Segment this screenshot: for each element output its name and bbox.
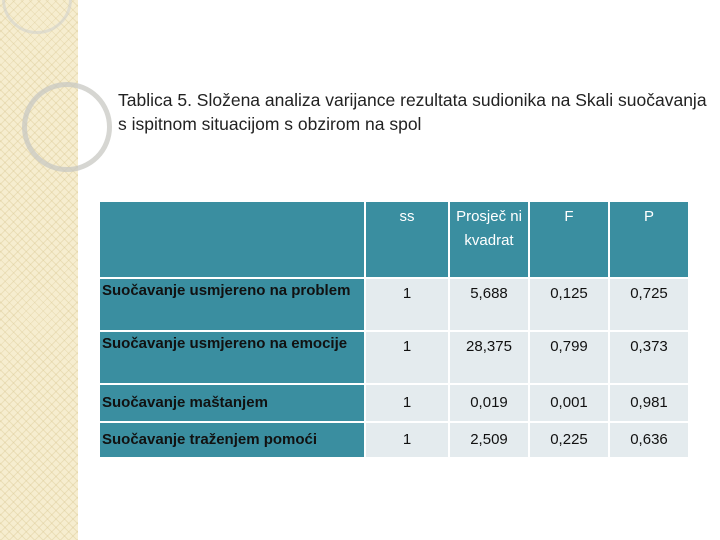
decorative-ring-icon — [22, 82, 112, 172]
table-row — [100, 423, 688, 459]
table-caption: Tablica 5. Složena analiza varijance rezultata sudionika na Skali suočavanja s ispitnom situacijom s obzirom na spol — [118, 90, 707, 134]
header-f: F — [530, 202, 610, 279]
row-label: Suočavanje traženjem pomoći — [100, 423, 366, 459]
cell-mean-square: 0,019 — [450, 385, 530, 423]
row-label: Suočavanje usmjereno na emocije — [100, 332, 366, 385]
table-header-row — [100, 202, 688, 279]
cell-f: 0,225 — [530, 423, 610, 459]
cell-ss: 1 — [366, 332, 450, 385]
cell-ss: 1 — [366, 385, 450, 423]
header-p: P — [610, 202, 688, 279]
cell-f: 0,799 — [530, 332, 610, 385]
header-ss: ss — [366, 202, 450, 279]
cell-mean-square: 28,375 — [450, 332, 530, 385]
table-row — [100, 332, 688, 385]
cell-p: 0,373 — [610, 332, 688, 385]
row-label: Suočavanje maštanjem — [100, 385, 366, 423]
table-row — [100, 279, 688, 332]
cell-p: 0,636 — [610, 423, 688, 459]
cell-mean-square: 2,509 — [450, 423, 530, 459]
row-label: Suočavanje usmjereno na problem — [100, 279, 366, 332]
table-row — [100, 385, 688, 423]
cell-p: 0,725 — [610, 279, 688, 332]
cell-mean-square: 5,688 — [450, 279, 530, 332]
cell-ss: 1 — [366, 279, 450, 332]
anova-table — [100, 202, 688, 459]
cell-p: 0,981 — [610, 385, 688, 423]
cell-f: 0,001 — [530, 385, 610, 423]
decorative-side-band — [0, 0, 78, 540]
header-empty — [100, 202, 366, 279]
cell-f: 0,125 — [530, 279, 610, 332]
header-mean-square: Prosječ ni kvadrat — [450, 202, 530, 279]
cell-ss: 1 — [366, 423, 450, 459]
